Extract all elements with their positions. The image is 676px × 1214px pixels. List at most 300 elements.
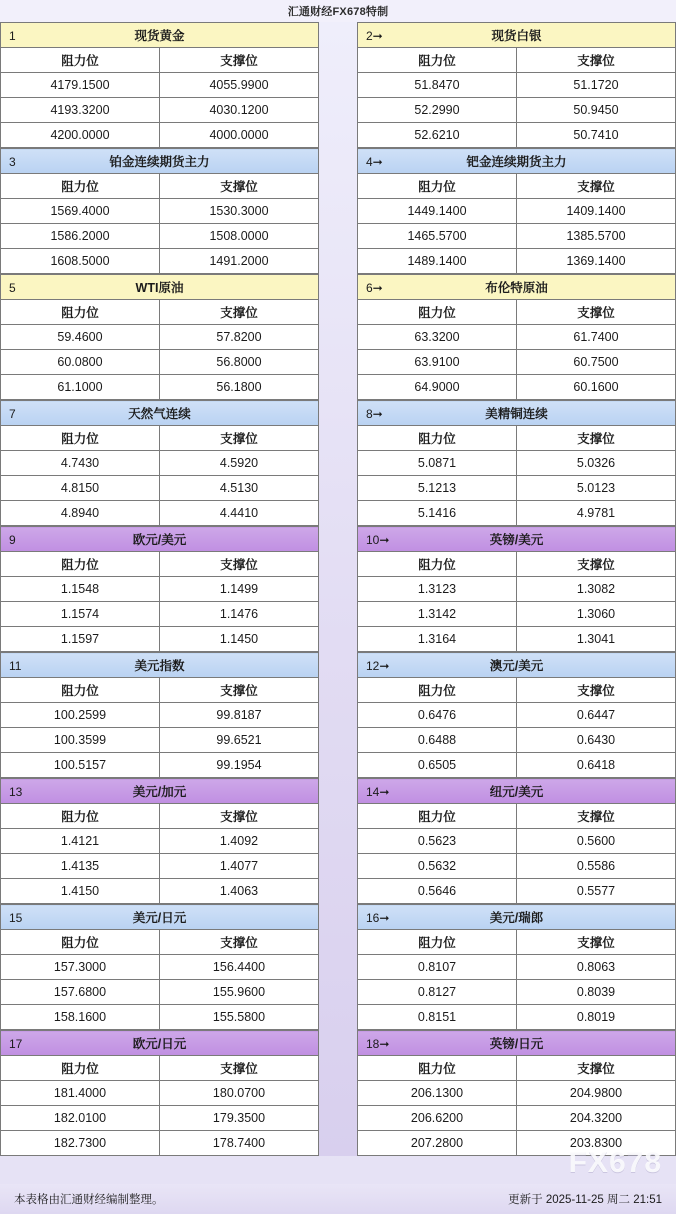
panel-title-text: 现货白银 (491, 29, 542, 43)
resistance-header: 阻力位 (1, 804, 160, 829)
support-value: 1508.0000 (160, 224, 319, 249)
table-row (358, 703, 676, 728)
panel-title-row (358, 779, 676, 804)
resistance-value: 207.2800 (358, 1131, 517, 1156)
panel-subheader-row (358, 300, 676, 325)
quote-panel (0, 1030, 319, 1156)
table-row (358, 199, 676, 224)
table-row (1, 753, 319, 778)
header-title: 汇通财经FX678特制 (287, 6, 389, 18)
panel-title-text: 天然气连续 (128, 407, 191, 421)
resistance-value: 4.8150 (1, 476, 160, 501)
resistance-value: 0.5623 (358, 829, 517, 854)
support-header: 支撑位 (517, 426, 676, 451)
support-value: 1.4077 (160, 854, 319, 879)
panel-title (1, 779, 319, 804)
resistance-value: 4.7430 (1, 451, 160, 476)
table-row (1, 627, 319, 652)
page-header (0, 0, 676, 22)
resistance-value: 181.4000 (1, 1081, 160, 1106)
support-value: 56.8000 (160, 350, 319, 375)
panel-title-text: 布伦特原油 (485, 281, 548, 295)
panel-title (1, 1031, 319, 1056)
resistance-value: 1489.1400 (358, 249, 517, 274)
panel-title-row (1, 401, 319, 426)
panel-title-text: 澳元/美元 (489, 659, 544, 673)
support-header: 支撑位 (517, 678, 676, 703)
support-value: 0.6418 (517, 753, 676, 778)
resistance-value: 1.1548 (1, 577, 160, 602)
resistance-value: 52.6210 (358, 123, 517, 148)
support-value: 1530.3000 (160, 199, 319, 224)
watermark: FX678 (568, 1146, 662, 1179)
support-value: 204.9800 (517, 1081, 676, 1106)
quote-panel (357, 904, 676, 1030)
resistance-value: 59.4600 (1, 325, 160, 350)
resistance-value: 1608.5000 (1, 249, 160, 274)
panel-title-row (1, 1031, 319, 1056)
table-row (1, 829, 319, 854)
center-gutter (319, 22, 357, 1156)
support-value: 1369.1400 (517, 249, 676, 274)
table-row (358, 73, 676, 98)
resistance-header: 阻力位 (358, 804, 517, 829)
quote-panel (357, 652, 676, 778)
panel-index: 5 (9, 281, 16, 295)
table-row (1, 1106, 319, 1131)
support-value: 4055.9900 (160, 73, 319, 98)
resistance-value: 4193.3200 (1, 98, 160, 123)
resistance-header: 阻力位 (1, 426, 160, 451)
resistance-header: 阻力位 (358, 426, 517, 451)
support-value: 1.1476 (160, 602, 319, 627)
support-value: 60.7500 (517, 350, 676, 375)
panel-title-text: WTI原油 (135, 281, 184, 295)
panel-subheader-row (358, 426, 676, 451)
panel-subheader-row (1, 552, 319, 577)
support-value: 4.5920 (160, 451, 319, 476)
support-value: 60.1600 (517, 375, 676, 400)
panel-index: 13 (9, 785, 23, 799)
panel-title-text: 欧元/日元 (132, 1037, 187, 1051)
resistance-value: 0.8127 (358, 980, 517, 1005)
panel-subheader-row (358, 1056, 676, 1081)
table-row (358, 1131, 676, 1156)
table-row (358, 325, 676, 350)
panel-index: 17 (9, 1037, 23, 1051)
table-row (358, 955, 676, 980)
panel-title-text: 铂金连续期货主力 (109, 155, 210, 169)
resistance-value: 0.5646 (358, 879, 517, 904)
panel-index: 14➞ (366, 785, 390, 799)
support-header: 支撑位 (160, 426, 319, 451)
table-row (358, 249, 676, 274)
table-row (1, 703, 319, 728)
table-row (1, 350, 319, 375)
resistance-value: 61.1000 (1, 375, 160, 400)
panel-index: 3 (9, 155, 16, 169)
resistance-header: 阻力位 (1, 174, 160, 199)
support-value: 0.8039 (517, 980, 676, 1005)
support-value: 1.3060 (517, 602, 676, 627)
resistance-value: 0.8151 (358, 1005, 517, 1030)
panel-title (1, 23, 319, 48)
quote-panel (0, 778, 319, 904)
table-row (1, 1081, 319, 1106)
table-row (358, 350, 676, 375)
quote-panel (0, 904, 319, 1030)
quote-panel (0, 400, 319, 526)
panel-subheader-row (1, 930, 319, 955)
support-value: 1491.2000 (160, 249, 319, 274)
table-row (1, 98, 319, 123)
panel-title-row (1, 275, 319, 300)
resistance-value: 206.6200 (358, 1106, 517, 1131)
resistance-value: 0.6476 (358, 703, 517, 728)
resistance-header: 阻力位 (358, 678, 517, 703)
quote-panel (0, 22, 319, 148)
panel-subheader-row (358, 48, 676, 73)
support-header: 支撑位 (160, 552, 319, 577)
footer-updated-date: 2025-11-25 (545, 1194, 604, 1206)
panel-title-text: 美元指数 (134, 659, 185, 673)
panel-title (1, 401, 319, 426)
table-row (358, 753, 676, 778)
resistance-value: 5.1416 (358, 501, 517, 526)
support-value: 204.3200 (517, 1106, 676, 1131)
table-row (358, 879, 676, 904)
table-row (1, 476, 319, 501)
panel-title-text: 纽元/美元 (489, 785, 544, 799)
panel-title-row (358, 653, 676, 678)
resistance-header: 阻力位 (358, 1056, 517, 1081)
support-value: 0.8019 (517, 1005, 676, 1030)
panel-title (358, 401, 676, 426)
quote-panel (357, 400, 676, 526)
panel-index: 15 (9, 911, 23, 925)
support-value: 178.7400 (160, 1131, 319, 1156)
panel-subheader-row (1, 300, 319, 325)
support-value: 56.1800 (160, 375, 319, 400)
support-header: 支撑位 (517, 930, 676, 955)
panel-title (1, 905, 319, 930)
table-row (358, 829, 676, 854)
panel-title-text: 美精铜连续 (485, 407, 548, 421)
quotes-grid (0, 22, 676, 1156)
panel-subheader-row (1, 174, 319, 199)
table-row (1, 1131, 319, 1156)
panel-title (358, 905, 676, 930)
table-row (358, 980, 676, 1005)
panel-title-text: 美元/加元 (132, 785, 187, 799)
panel-index: 16➞ (366, 911, 390, 925)
panel-index: 1 (9, 29, 16, 43)
quote-panel (357, 526, 676, 652)
panel-subheader-row (1, 804, 319, 829)
resistance-value: 158.1600 (1, 1005, 160, 1030)
table-row (358, 854, 676, 879)
resistance-value: 100.2599 (1, 703, 160, 728)
panel-title-row (1, 779, 319, 804)
panel-title (1, 275, 319, 300)
footer-updated-time: 21:51 (633, 1194, 662, 1206)
panel-title-text: 美元/日元 (132, 911, 187, 925)
panel-subheader-row (1, 1056, 319, 1081)
support-value: 51.1720 (517, 73, 676, 98)
table-row (1, 123, 319, 148)
support-value: 203.8300 (517, 1131, 676, 1156)
table-row (1, 199, 319, 224)
table-row (1, 325, 319, 350)
resistance-value: 4.8940 (1, 501, 160, 526)
quote-panel (0, 274, 319, 400)
support-header: 支撑位 (517, 300, 676, 325)
panel-subheader-row (1, 48, 319, 73)
quote-panel (357, 1030, 676, 1156)
support-header: 支撑位 (160, 1056, 319, 1081)
resistance-value: 1.1574 (1, 602, 160, 627)
resistance-value: 51.8470 (358, 73, 517, 98)
support-header: 支撑位 (517, 804, 676, 829)
panel-title (358, 527, 676, 552)
resistance-value: 100.3599 (1, 728, 160, 753)
table-row (358, 476, 676, 501)
panel-title (1, 653, 319, 678)
table-row (358, 98, 676, 123)
panel-subheader-row (358, 804, 676, 829)
panel-title-text: 美元/瑞郎 (489, 911, 544, 925)
support-value: 1.3041 (517, 627, 676, 652)
table-row (1, 879, 319, 904)
support-value: 99.1954 (160, 753, 319, 778)
resistance-value: 0.8107 (358, 955, 517, 980)
panel-title-row (358, 23, 676, 48)
support-header: 支撑位 (517, 1056, 676, 1081)
resistance-value: 4200.0000 (1, 123, 160, 148)
resistance-value: 182.7300 (1, 1131, 160, 1156)
panel-index: 11 (9, 659, 22, 673)
resistance-header: 阻力位 (1, 930, 160, 955)
resistance-value: 206.1300 (358, 1081, 517, 1106)
resistance-value: 1.3142 (358, 602, 517, 627)
support-value: 50.9450 (517, 98, 676, 123)
panel-index: 18➞ (366, 1037, 390, 1051)
support-value: 61.7400 (517, 325, 676, 350)
resistance-header: 阻力位 (358, 552, 517, 577)
resistance-value: 0.6505 (358, 753, 517, 778)
panel-title-row (358, 401, 676, 426)
panel-title (358, 1031, 676, 1056)
support-value: 5.0123 (517, 476, 676, 501)
panel-subheader-row (358, 678, 676, 703)
support-value: 0.5577 (517, 879, 676, 904)
panel-title-row (358, 1031, 676, 1056)
support-header: 支撑位 (160, 48, 319, 73)
resistance-value: 52.2990 (358, 98, 517, 123)
support-value: 50.7410 (517, 123, 676, 148)
support-value: 99.8187 (160, 703, 319, 728)
resistance-value: 1.1597 (1, 627, 160, 652)
support-header: 支撑位 (160, 300, 319, 325)
panel-index: 7 (9, 407, 16, 421)
panel-title (358, 149, 676, 174)
support-header: 支撑位 (160, 678, 319, 703)
table-row (1, 577, 319, 602)
resistance-value: 5.0871 (358, 451, 517, 476)
resistance-value: 1586.2000 (1, 224, 160, 249)
resistance-value: 60.0800 (1, 350, 160, 375)
panel-subheader-row (1, 426, 319, 451)
support-value: 1385.5700 (517, 224, 676, 249)
panel-index: 9 (9, 533, 16, 547)
panel-title-row (358, 527, 676, 552)
quote-panel (0, 148, 319, 274)
support-value: 5.0326 (517, 451, 676, 476)
support-value: 1.1450 (160, 627, 319, 652)
table-row (1, 854, 319, 879)
panel-title (358, 653, 676, 678)
panel-index: 4➞ (366, 155, 383, 169)
quote-panel (0, 526, 319, 652)
panel-title (358, 779, 676, 804)
footer-updated-prefix: 更新于 (508, 1194, 543, 1206)
right-column (357, 22, 676, 1156)
panel-title-text: 钯金连续期货主力 (466, 155, 567, 169)
resistance-value: 1.4121 (1, 829, 160, 854)
support-value: 0.6447 (517, 703, 676, 728)
table-row (358, 1106, 676, 1131)
support-value: 4.5130 (160, 476, 319, 501)
table-row (1, 501, 319, 526)
page-footer (0, 1184, 676, 1214)
panel-title-row (1, 905, 319, 930)
resistance-header: 阻力位 (358, 174, 517, 199)
panel-title-row (1, 23, 319, 48)
table-row (358, 728, 676, 753)
table-row (1, 728, 319, 753)
resistance-header: 阻力位 (1, 552, 160, 577)
table-row (1, 955, 319, 980)
panel-title-row (1, 527, 319, 552)
panel-index: 8➞ (366, 407, 383, 421)
resistance-value: 1.3123 (358, 577, 517, 602)
resistance-value: 1.3164 (358, 627, 517, 652)
resistance-header: 阻力位 (358, 300, 517, 325)
table-row (358, 1081, 676, 1106)
resistance-value: 1569.4000 (1, 199, 160, 224)
panel-title-text: 欧元/美元 (132, 533, 187, 547)
panel-title-text: 英镑/日元 (489, 1037, 544, 1051)
table-row (1, 451, 319, 476)
footer-note: 本表格由汇通财经编制整理。 (14, 1194, 164, 1206)
table-row (358, 1005, 676, 1030)
resistance-value: 182.0100 (1, 1106, 160, 1131)
table-row (1, 224, 319, 249)
table-row (358, 123, 676, 148)
panel-subheader-row (358, 930, 676, 955)
support-value: 0.5600 (517, 829, 676, 854)
resistance-value: 157.6800 (1, 980, 160, 1005)
panel-index: 10➞ (366, 533, 390, 547)
quote-panel (357, 22, 676, 148)
table-row (358, 627, 676, 652)
panel-title-row (1, 653, 319, 678)
panel-title (358, 23, 676, 48)
panel-title-text: 现货黄金 (134, 29, 185, 43)
footer-updated (508, 1191, 662, 1207)
resistance-value: 1465.5700 (358, 224, 517, 249)
support-value: 99.6521 (160, 728, 319, 753)
resistance-header: 阻力位 (1, 1056, 160, 1081)
support-value: 1.1499 (160, 577, 319, 602)
support-value: 4.4410 (160, 501, 319, 526)
resistance-value: 63.3200 (358, 325, 517, 350)
panel-title-row (1, 149, 319, 174)
support-value: 1.3082 (517, 577, 676, 602)
left-column (0, 22, 319, 1156)
resistance-header: 阻力位 (358, 48, 517, 73)
panel-subheader-row (358, 552, 676, 577)
resistance-value: 1449.1400 (358, 199, 517, 224)
support-header: 支撑位 (160, 804, 319, 829)
support-value: 155.9600 (160, 980, 319, 1005)
panel-title-row (358, 905, 676, 930)
support-value: 4000.0000 (160, 123, 319, 148)
panel-index: 12➞ (366, 659, 390, 673)
support-value: 155.5800 (160, 1005, 319, 1030)
support-value: 0.5586 (517, 854, 676, 879)
support-value: 179.3500 (160, 1106, 319, 1131)
support-value: 180.0700 (160, 1081, 319, 1106)
resistance-header: 阻力位 (1, 300, 160, 325)
quote-panel (0, 652, 319, 778)
resistance-header: 阻力位 (1, 678, 160, 703)
support-value: 57.8200 (160, 325, 319, 350)
support-value: 0.8063 (517, 955, 676, 980)
table-row (358, 577, 676, 602)
quote-panel (357, 148, 676, 274)
resistance-value: 1.4135 (1, 854, 160, 879)
support-header: 支撑位 (517, 48, 676, 73)
resistance-value: 0.5632 (358, 854, 517, 879)
table-row (358, 501, 676, 526)
support-header: 支撑位 (517, 174, 676, 199)
quote-panel (357, 274, 676, 400)
panel-subheader-row (1, 678, 319, 703)
resistance-value: 0.6488 (358, 728, 517, 753)
resistance-header: 阻力位 (1, 48, 160, 73)
footer-updated-weekday: 周二 (607, 1194, 631, 1206)
support-header: 支撑位 (517, 552, 676, 577)
panel-title (1, 149, 319, 174)
table-row (358, 375, 676, 400)
resistance-value: 63.9100 (358, 350, 517, 375)
table-row (358, 451, 676, 476)
resistance-header: 阻力位 (358, 930, 517, 955)
table-row (358, 224, 676, 249)
panel-title (1, 527, 319, 552)
table-row (1, 73, 319, 98)
panel-title-text: 英镑/美元 (489, 533, 544, 547)
panel-index: 2➞ (366, 29, 383, 43)
support-header: 支撑位 (160, 174, 319, 199)
table-row (1, 980, 319, 1005)
table-row (1, 602, 319, 627)
support-header: 支撑位 (160, 930, 319, 955)
quote-panel (357, 778, 676, 904)
resistance-value: 1.4150 (1, 879, 160, 904)
resistance-value: 157.3000 (1, 955, 160, 980)
